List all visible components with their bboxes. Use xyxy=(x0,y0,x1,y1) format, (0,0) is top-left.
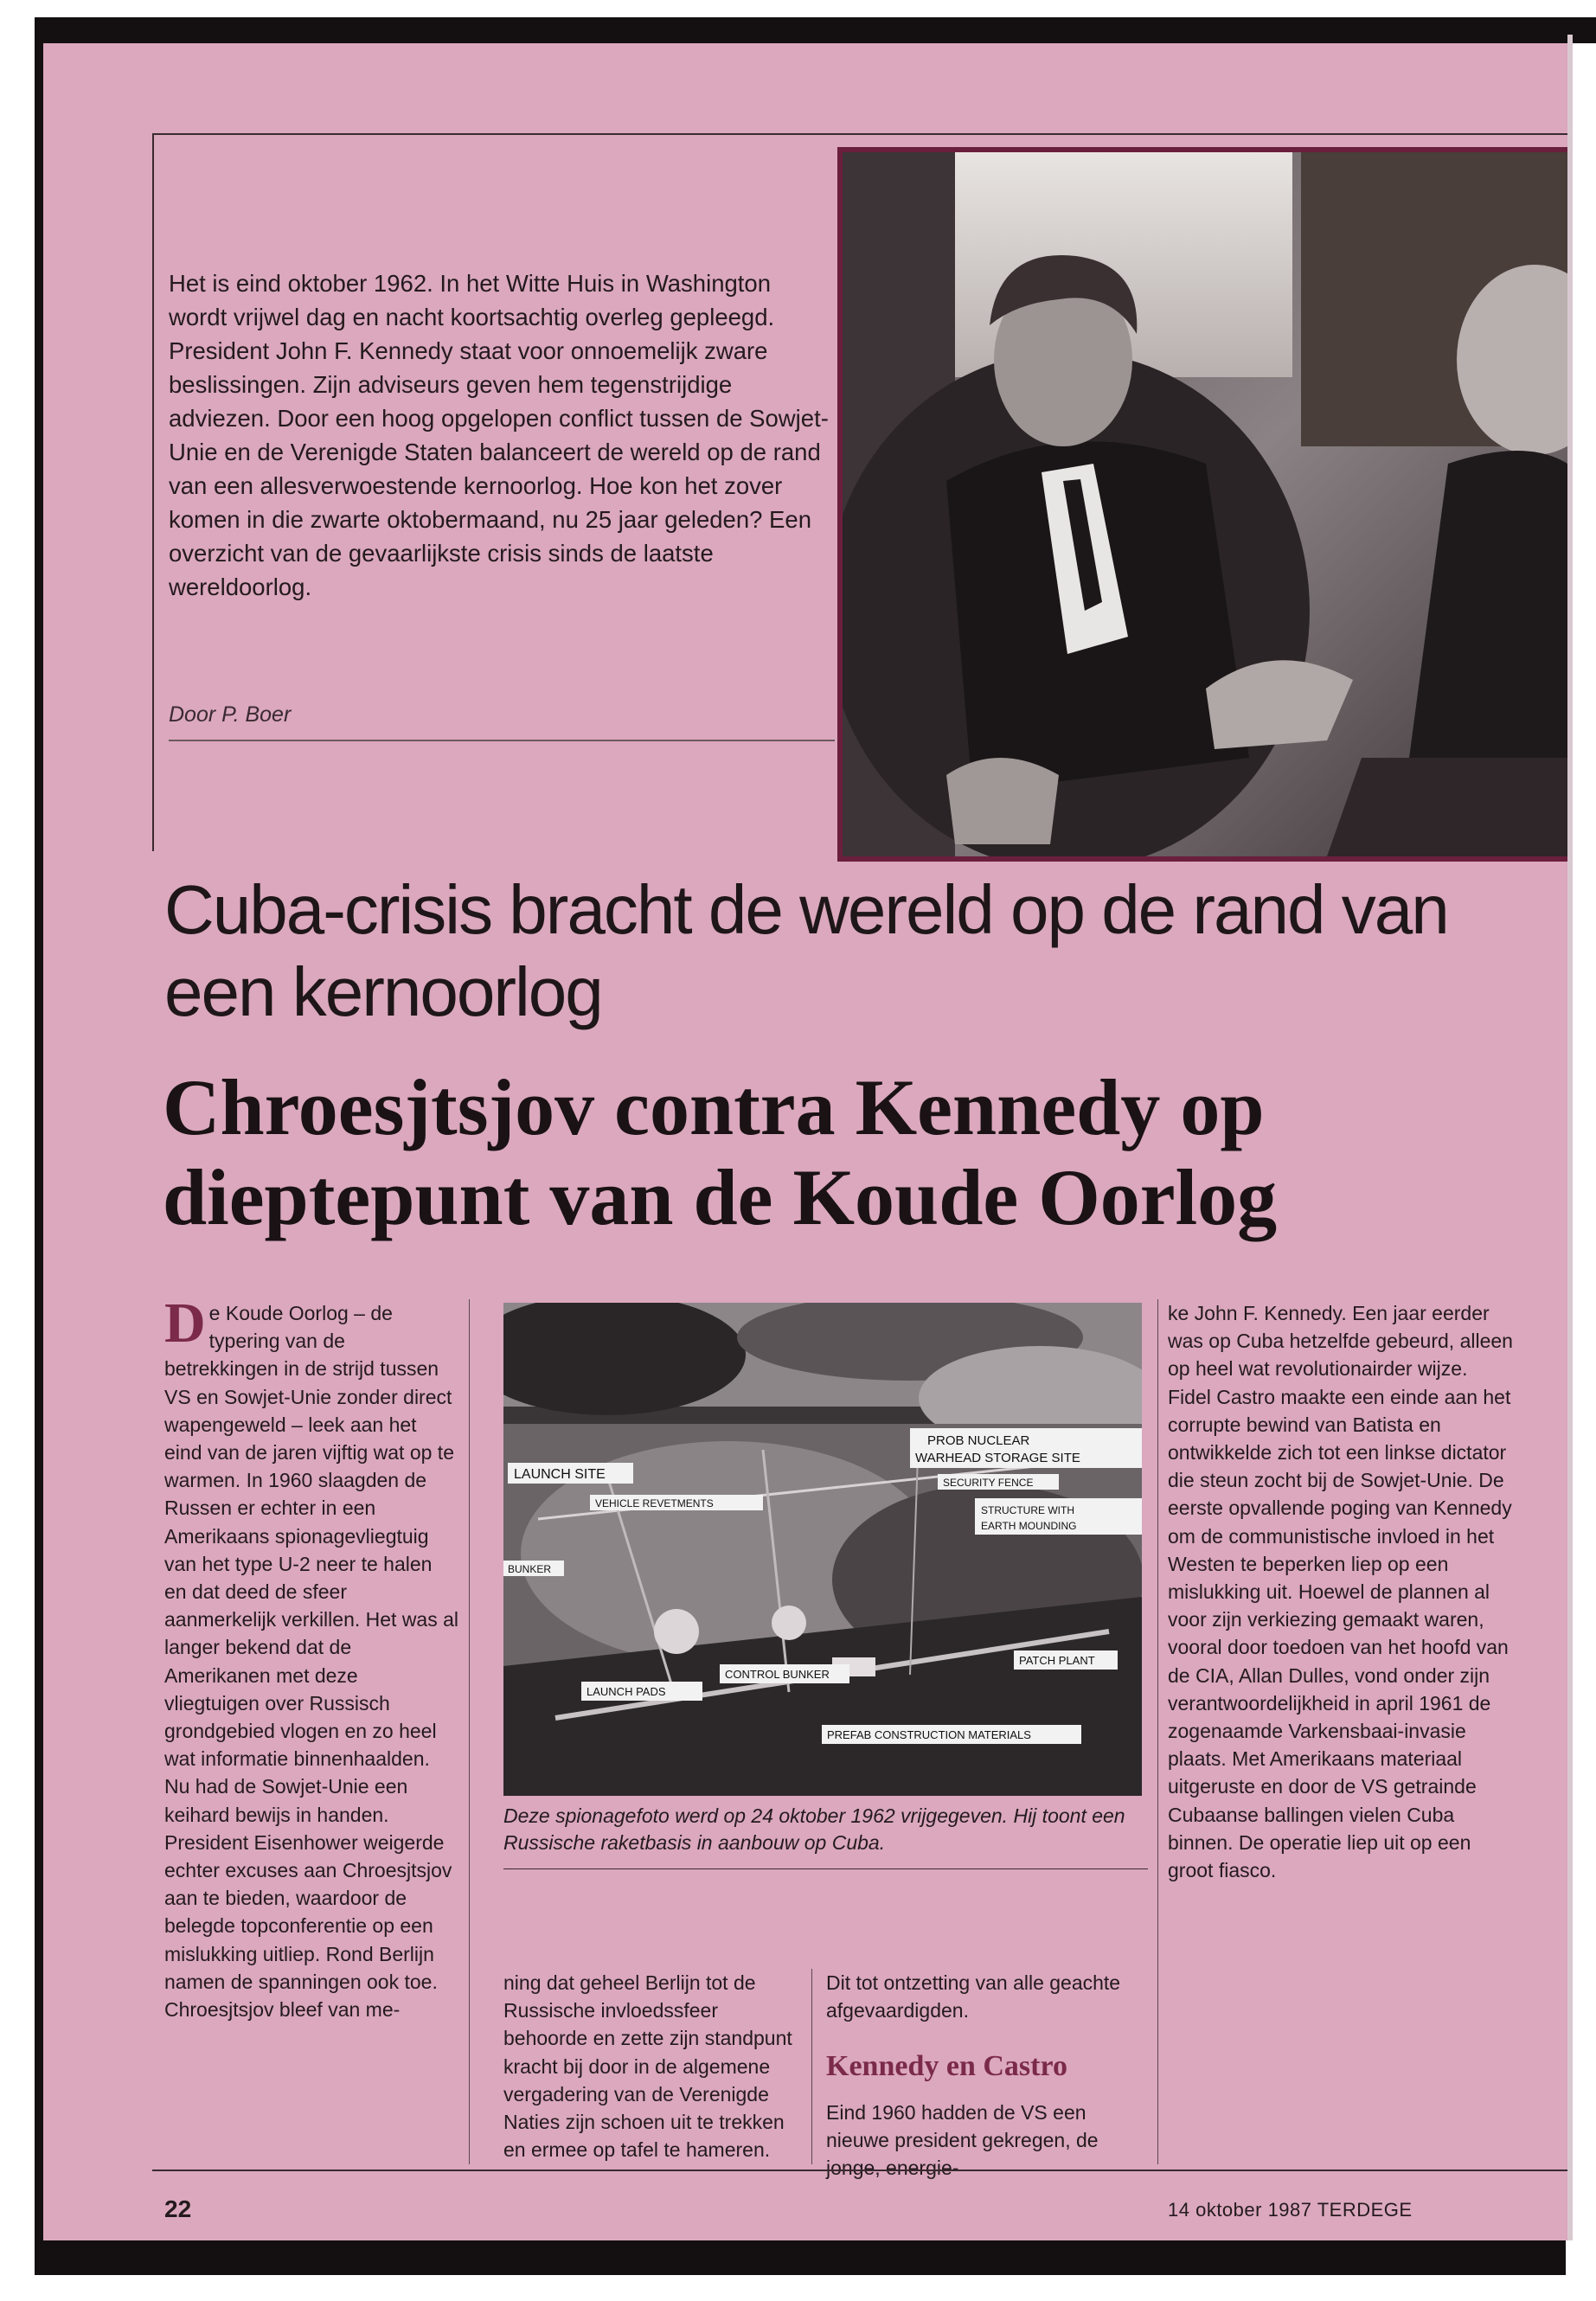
spy-photo-caption: Deze spionagefoto werd op 24 oktober 1962 vrijgegeven. Hij toont een Russische raketbasis in aanbouw op Cuba. xyxy=(503,1804,1125,1854)
label-structure-1: STRUCTURE WITH xyxy=(981,1504,1074,1516)
page-number: 22 xyxy=(164,2195,192,2222)
label-warhead-1: PROB NUCLEAR xyxy=(927,1433,1030,1448)
label-patch-plant: PATCH PLANT xyxy=(1019,1654,1095,1667)
label-prefab: PREFAB CONSTRUCTION MATERIALS xyxy=(827,1728,1031,1741)
label-warhead-2: WARHEAD STORAGE SITE xyxy=(915,1451,1080,1465)
label-launch-site: LAUNCH SITE xyxy=(514,1467,606,1482)
scan-frame-left xyxy=(35,17,43,2266)
issue-date: 14 oktober 1987 TERDEGE xyxy=(1168,2199,1413,2221)
article-column-4: ke John F. Kennedy. Een jaar eerder was op Cuba hetzelfde gebeurd, alleen op heel wat revolutionairder wijze. Fidel Castro maakte een einde aan het corrupte bewind van Batista en ontwikkelde zich tot een linkse dictator die steun zocht bij de Sowjet-Unie. De eerste opvallende poging van Kennedy om de communistische invloed in het Westen te beperken liep op een mislukking uit. Hoewel de plannen al voor zijn verkiezing gemaakt waren, vooral door toedoen van het hoofd van de CIA, Allan Dulles, vond onder zijn verantwoordelijkheid in april 1961 de zogenaamde Varkensbaai-invasie plaats. Met Amerikaans materiaal uitgeruste en door de VS getrainde Cubaanse ballingen vielen Cuba binnen. De operatie liep uit op een groot fiasco. xyxy=(1168,1302,1513,1882)
label-security-fence: SECURITY FENCE xyxy=(943,1477,1034,1489)
subheading: Kennedy en Castro xyxy=(826,2050,1067,2082)
label-bunker: BUNKER xyxy=(508,1563,552,1575)
magazine-page xyxy=(43,43,1567,2240)
intro-left-rule xyxy=(152,133,154,851)
portrait-photo-illustration xyxy=(843,152,1567,856)
article-column-3-top: Dit tot ontzetting van alle geachte afgevaardigden. xyxy=(826,1971,1121,2022)
label-vehicle-revetments: VEHICLE REVETMENTS xyxy=(595,1497,714,1509)
missile-base-aerial-photo xyxy=(503,1303,1142,1796)
column-divider xyxy=(469,1299,470,2164)
headline-secondary: Chroesjtsjov contra Kennedy op dieptepunt van de Koude Oorlog xyxy=(163,1063,1278,1241)
intro-text: Het is eind oktober 1962. In het Witte Huis in Washington wordt vrijwel dag en nacht koortsachtig overleg gepleegd. President John F. Kennedy staat voor onnoemelijk zware beslissingen. Zijn adviseurs geven hem tegenstrijdige adviezen. Door een hoog opgelopen conflict tussen de Sowjet-Unie en de Verenigde Staten balanceert de wereld op de rand van een allesverwoestende kernoorlog. Hoe kon het zover komen in die zwarte oktobermaand, nu 25 jaar geleden? Een overzicht van de gevaarlijkste crisis sinds de laatste wereldoorlog. xyxy=(169,270,829,600)
spy-photo xyxy=(503,1303,1142,1796)
footer-rule xyxy=(152,2170,1567,2171)
article-column-1 xyxy=(164,1292,459,2023)
label-structure-2: EARTH MOUNDING xyxy=(981,1520,1077,1532)
article-column-1-text: e Koude Oorlog – de typering van de betrekkingen in de strijd tussen VS en Sowjet-Unie zonder direct wapengeweld – leek aan het eind van de jaren vijftig wat op te warmen. In 1960 slaagden de Russen er echter in een Amerikaans spionagevliegtuig van het type U-2 neer te halen en dat deed de sfeer aanmerkelijk verkillen. Het was al langer bekend dat de Amerikanen met deze vliegtuigen over Russisch grondgebied vlogen en zo heel wat informatie binnenhaalden. Nu had de Sowjet-Unie een keihard bewijs in handen. President Eisenhower weigerde echter excuses aan Chroesjtsjov aan te bieden, waardoor de belegde topconferentie op een mislukking uitliep. Rond Berlijn namen de spanningen ook toe. Chroesjtsjov bleef van me- xyxy=(164,1302,459,2022)
article-column-3-bottom: Eind 1960 hadden de VS een nieuwe president gekregen, de jonge, energie- xyxy=(826,2101,1099,2180)
scan-frame-right xyxy=(1567,35,1573,2240)
scan-frame-bottom xyxy=(35,2240,1566,2275)
label-launch-pads: LAUNCH PADS xyxy=(586,1685,666,1698)
intro-top-rule xyxy=(152,133,1567,135)
headline-primary: Cuba-crisis bracht de wereld op de rand van een kernoorlog xyxy=(164,871,1448,1030)
byline: Door P. Boer xyxy=(169,702,292,727)
drop-cap: D xyxy=(164,1292,206,1355)
scan-frame-top xyxy=(35,17,1596,43)
label-control-bunker: CONTROL BUNKER xyxy=(725,1668,830,1681)
byline-rule xyxy=(169,740,835,741)
caption-rule xyxy=(503,1868,1148,1869)
article-column-2: ning dat geheel Berlijn tot de Russische invloedssfeer behoorde en zette zijn standpunt kracht bij door in de algemene vergadering van de Verenigde Naties zijn schoen uit te trekken en ermee op tafel te hameren. xyxy=(503,1971,792,2162)
kennedy-chroesjtsjov-photo xyxy=(843,152,1567,856)
column-divider xyxy=(811,1969,812,2164)
column-divider xyxy=(1157,1299,1158,2164)
